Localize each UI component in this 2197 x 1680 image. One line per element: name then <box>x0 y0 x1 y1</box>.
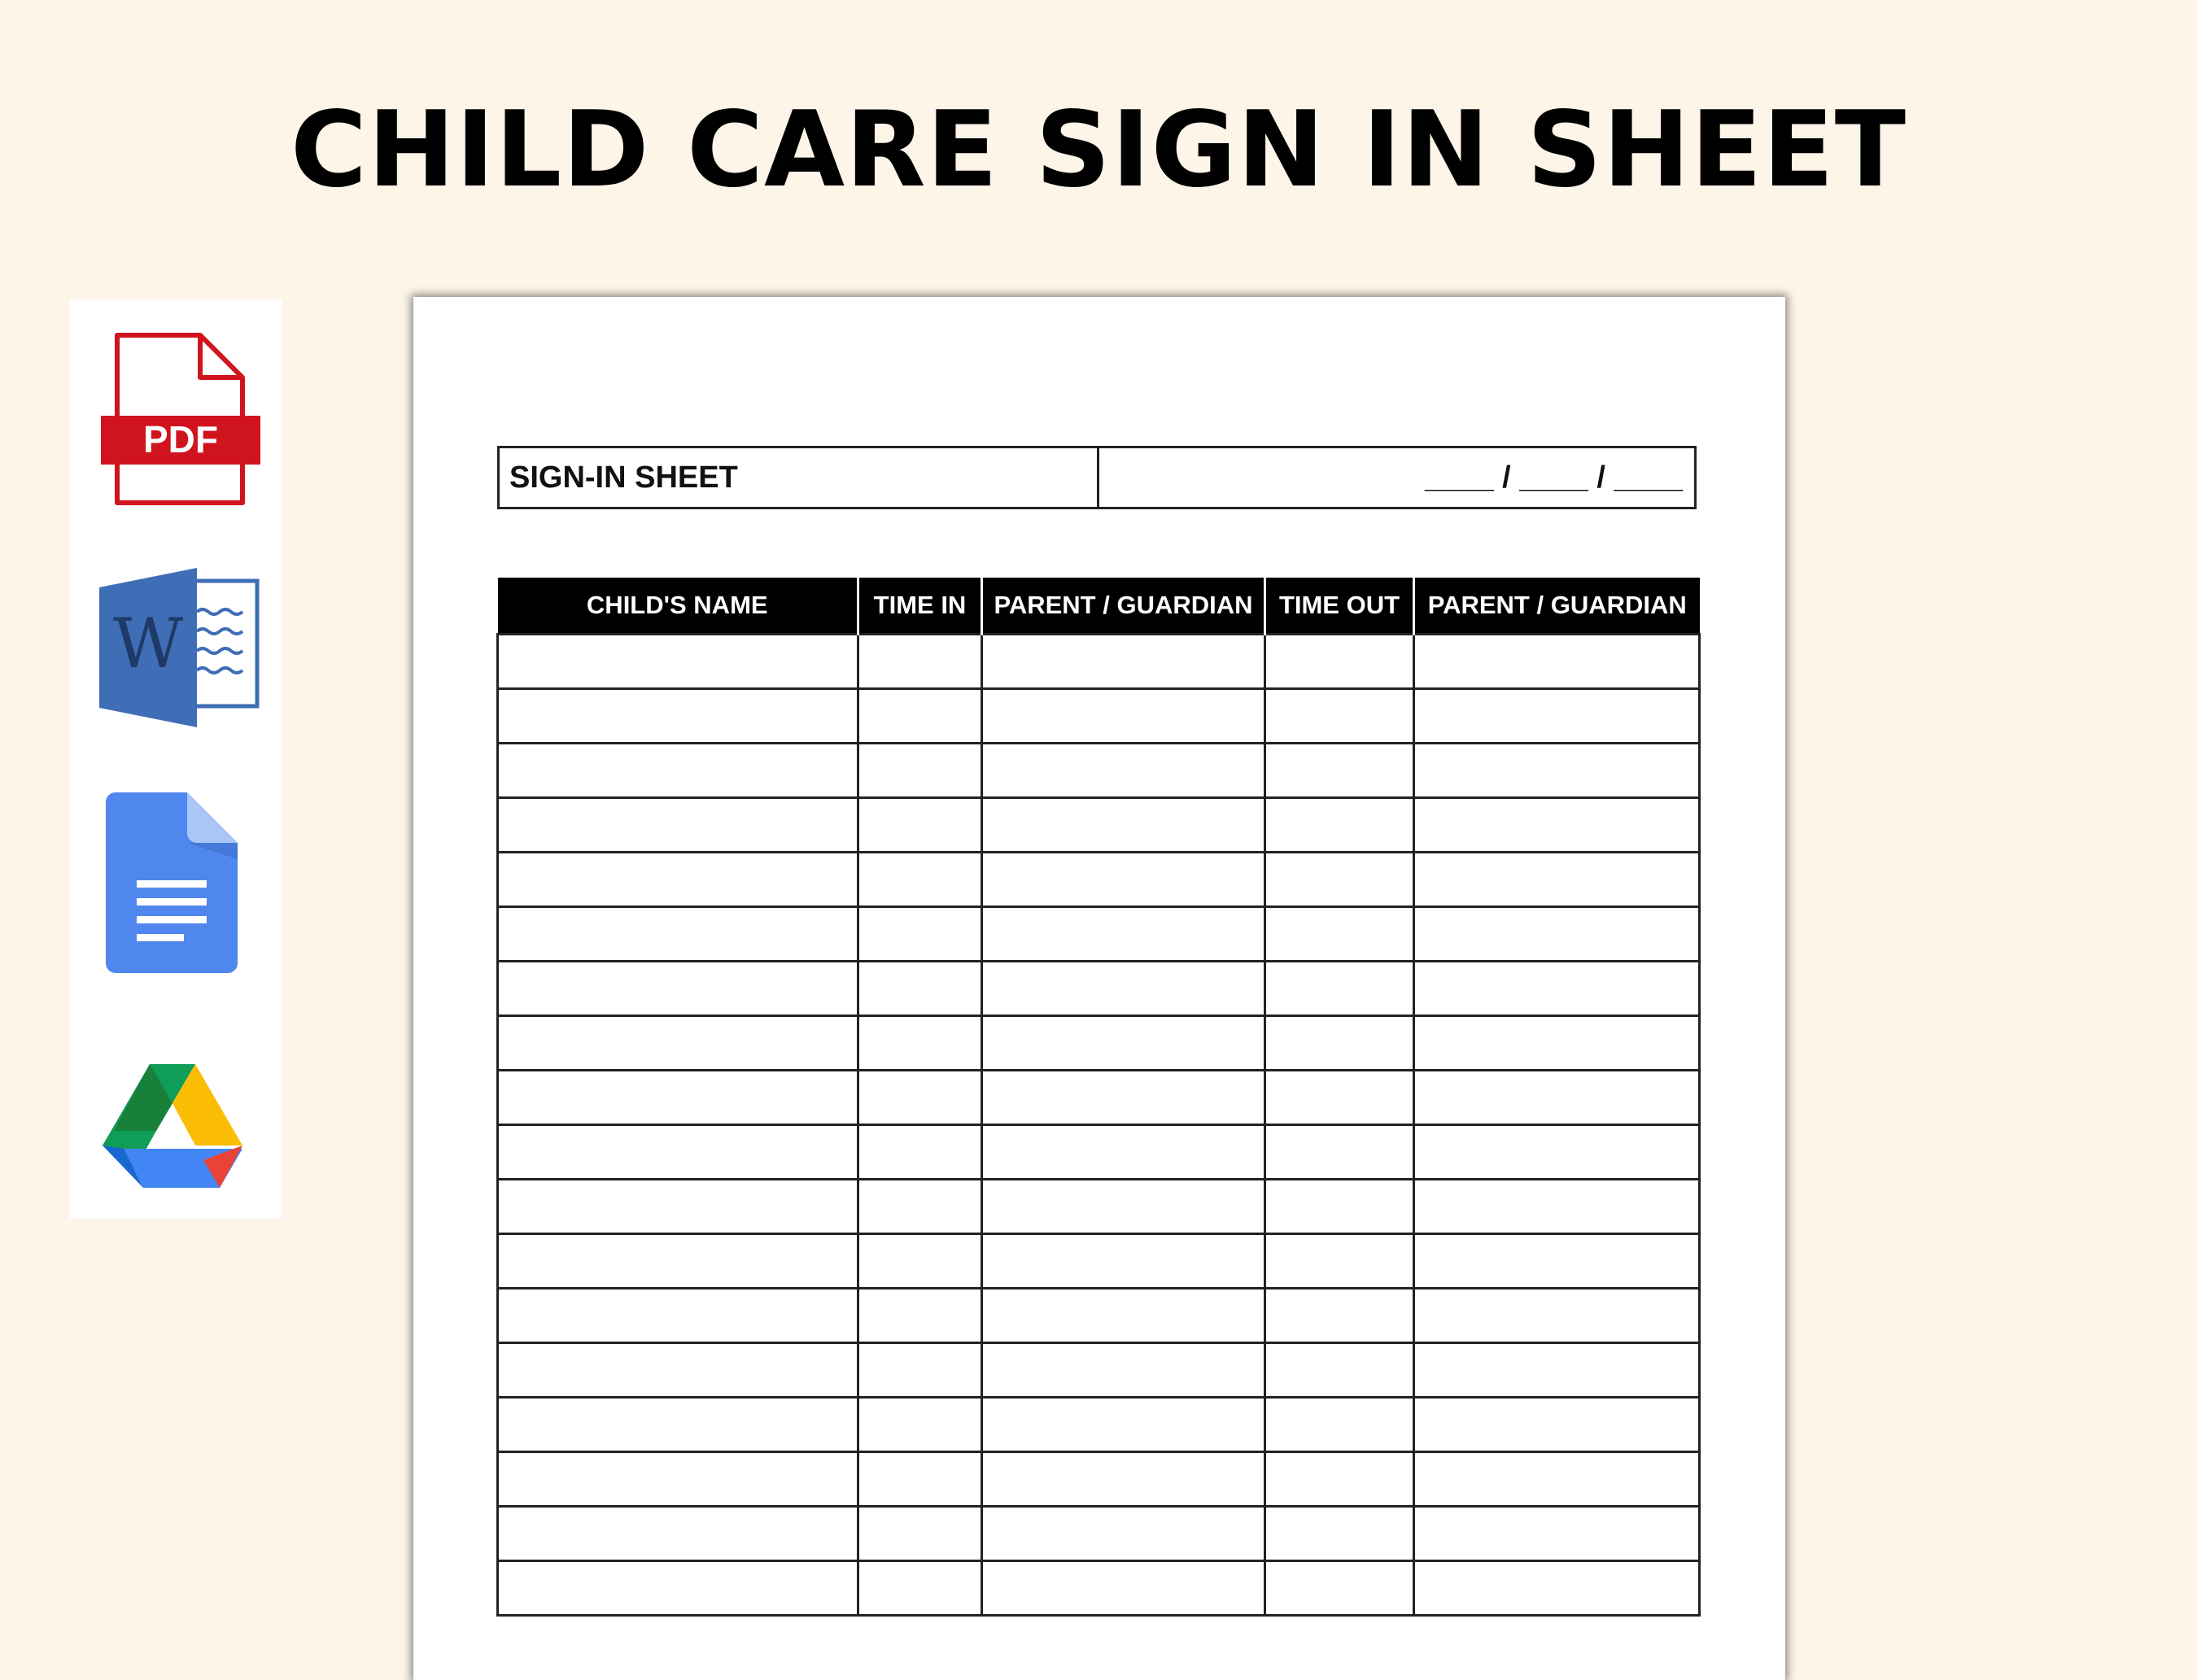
parent-guardian-out-cell[interactable] <box>1414 1234 1700 1289</box>
time-in-cell[interactable] <box>858 635 982 689</box>
parent-guardian-in-cell[interactable] <box>982 1125 1265 1180</box>
time-out-cell[interactable] <box>1265 962 1414 1016</box>
parent-guardian-out-cell[interactable] <box>1414 1343 1700 1398</box>
column-header-time-in: TIME IN <box>858 578 982 635</box>
pdf-file-icon <box>99 330 262 505</box>
parent-guardian-in-cell[interactable] <box>982 1234 1265 1289</box>
page-title: CHILD CARE SIGN IN SHEET <box>290 89 1907 211</box>
time-out-cell[interactable] <box>1265 907 1414 962</box>
parent-guardian-in-cell[interactable] <box>982 907 1265 962</box>
child-name-cell[interactable] <box>498 1398 858 1452</box>
word-icon-label: W <box>112 604 184 683</box>
table-row <box>498 1180 1700 1234</box>
date-field[interactable]: ____ / ____ / ____ <box>1425 460 1683 495</box>
time-out-cell[interactable] <box>1265 1507 1414 1561</box>
parent-guardian-out-cell[interactable] <box>1414 798 1700 853</box>
time-in-cell[interactable] <box>858 853 982 907</box>
time-in-cell[interactable] <box>858 1289 982 1343</box>
time-out-cell[interactable] <box>1265 1452 1414 1507</box>
parent-guardian-in-cell[interactable] <box>982 1289 1265 1343</box>
time-out-cell[interactable] <box>1265 1234 1414 1289</box>
parent-guardian-out-cell[interactable] <box>1414 1561 1700 1616</box>
parent-guardian-in-cell[interactable] <box>982 1343 1265 1398</box>
sign-in-table <box>496 578 1701 1617</box>
child-name-cell[interactable] <box>498 1452 858 1507</box>
child-name-cell[interactable] <box>498 907 858 962</box>
table-header-row <box>498 578 1700 635</box>
parent-guardian-out-cell[interactable] <box>1414 853 1700 907</box>
time-in-cell[interactable] <box>858 1452 982 1507</box>
child-name-cell[interactable] <box>498 962 858 1016</box>
parent-guardian-out-cell[interactable] <box>1414 1071 1700 1125</box>
table-row <box>498 635 1700 689</box>
parent-guardian-in-cell[interactable] <box>982 1016 1265 1071</box>
child-name-cell[interactable] <box>498 1289 858 1343</box>
column-header-parent-guardian-in: PARENT / GUARDIAN <box>982 578 1265 635</box>
parent-guardian-in-cell[interactable] <box>982 1180 1265 1234</box>
child-name-cell[interactable] <box>498 1343 858 1398</box>
word-file-icon <box>99 568 262 731</box>
time-in-cell[interactable] <box>858 1234 982 1289</box>
sheet-header <box>497 446 1697 509</box>
time-out-cell[interactable] <box>1265 744 1414 798</box>
time-in-cell[interactable] <box>858 1343 982 1398</box>
parent-guardian-out-cell[interactable] <box>1414 635 1700 689</box>
child-name-cell[interactable] <box>498 1071 858 1125</box>
time-out-cell[interactable] <box>1265 1289 1414 1343</box>
sign-in-sheet-page <box>413 297 1785 1680</box>
child-name-cell[interactable] <box>498 853 858 907</box>
time-out-cell[interactable] <box>1265 1071 1414 1125</box>
parent-guardian-out-cell[interactable] <box>1414 1125 1700 1180</box>
parent-guardian-out-cell[interactable] <box>1414 1180 1700 1234</box>
child-name-cell[interactable] <box>498 635 858 689</box>
parent-guardian-out-cell[interactable] <box>1414 1016 1700 1071</box>
table-row <box>498 1561 1700 1616</box>
pdf-icon-label: PDF <box>143 418 218 460</box>
format-icon-panel <box>70 299 282 1219</box>
time-in-cell[interactable] <box>858 1180 982 1234</box>
time-in-cell[interactable] <box>858 1398 982 1452</box>
time-out-cell[interactable] <box>1265 1125 1414 1180</box>
child-name-cell[interactable] <box>498 1507 858 1561</box>
table-row <box>498 853 1700 907</box>
time-out-cell[interactable] <box>1265 1016 1414 1071</box>
time-in-cell[interactable] <box>858 1125 982 1180</box>
table-row <box>498 1343 1700 1398</box>
table-row <box>498 1016 1700 1071</box>
parent-guardian-out-cell[interactable] <box>1414 744 1700 798</box>
child-name-cell[interactable] <box>498 1125 858 1180</box>
table-row <box>498 1452 1700 1507</box>
time-out-cell[interactable] <box>1265 1343 1414 1398</box>
parent-guardian-in-cell[interactable] <box>982 853 1265 907</box>
time-out-cell[interactable] <box>1265 853 1414 907</box>
time-in-cell[interactable] <box>858 1561 982 1616</box>
time-out-cell[interactable] <box>1265 798 1414 853</box>
parent-guardian-in-cell[interactable] <box>982 1071 1265 1125</box>
table-row <box>498 1234 1700 1289</box>
table-row <box>498 1289 1700 1343</box>
time-out-cell[interactable] <box>1265 1561 1414 1616</box>
time-in-cell[interactable] <box>858 689 982 744</box>
parent-guardian-out-cell[interactable] <box>1414 907 1700 962</box>
time-out-cell[interactable] <box>1265 1180 1414 1234</box>
table-body <box>498 635 1700 1616</box>
time-in-cell[interactable] <box>858 907 982 962</box>
parent-guardian-in-cell[interactable] <box>982 689 1265 744</box>
child-name-cell[interactable] <box>498 798 858 853</box>
time-in-cell[interactable] <box>858 1016 982 1071</box>
time-out-cell[interactable] <box>1265 635 1414 689</box>
table-row <box>498 962 1700 1016</box>
time-in-cell[interactable] <box>858 962 982 1016</box>
time-in-cell[interactable] <box>858 1507 982 1561</box>
child-name-cell[interactable] <box>498 1234 858 1289</box>
table-row <box>498 1507 1700 1561</box>
table-row <box>498 1125 1700 1180</box>
child-name-cell[interactable] <box>498 1016 858 1071</box>
child-name-cell[interactable] <box>498 689 858 744</box>
time-out-cell[interactable] <box>1265 1398 1414 1452</box>
parent-guardian-out-cell[interactable] <box>1414 1398 1700 1452</box>
column-header-time-out: TIME OUT <box>1265 578 1414 635</box>
column-header-childs-name: CHILD'S NAME <box>498 578 858 635</box>
child-name-cell[interactable] <box>498 744 858 798</box>
table-row <box>498 744 1700 798</box>
parent-guardian-in-cell[interactable] <box>982 1452 1265 1507</box>
google-docs-icon <box>106 792 244 973</box>
child-name-cell[interactable] <box>498 1180 858 1234</box>
parent-guardian-out-cell[interactable] <box>1414 689 1700 744</box>
parent-guardian-in-cell[interactable] <box>982 1507 1265 1561</box>
parent-guardian-in-cell[interactable] <box>982 1561 1265 1616</box>
child-name-cell[interactable] <box>498 1561 858 1616</box>
parent-guardian-in-cell[interactable] <box>982 635 1265 689</box>
table-row <box>498 798 1700 853</box>
google-drive-icon <box>99 1061 246 1195</box>
parent-guardian-in-cell[interactable] <box>982 744 1265 798</box>
parent-guardian-in-cell[interactable] <box>982 1398 1265 1452</box>
time-in-cell[interactable] <box>858 744 982 798</box>
time-out-cell[interactable] <box>1265 689 1414 744</box>
parent-guardian-in-cell[interactable] <box>982 798 1265 853</box>
parent-guardian-out-cell[interactable] <box>1414 962 1700 1016</box>
parent-guardian-out-cell[interactable] <box>1414 1452 1700 1507</box>
table-row <box>498 907 1700 962</box>
table-row <box>498 689 1700 744</box>
parent-guardian-out-cell[interactable] <box>1414 1289 1700 1343</box>
sheet-label: SIGN-IN SHEET <box>500 448 1099 507</box>
time-in-cell[interactable] <box>858 798 982 853</box>
time-in-cell[interactable] <box>858 1071 982 1125</box>
parent-guardian-in-cell[interactable] <box>982 962 1265 1016</box>
table-row <box>498 1398 1700 1452</box>
parent-guardian-out-cell[interactable] <box>1414 1507 1700 1561</box>
table-row <box>498 1071 1700 1125</box>
column-header-parent-guardian-out: PARENT / GUARDIAN <box>1414 578 1700 635</box>
